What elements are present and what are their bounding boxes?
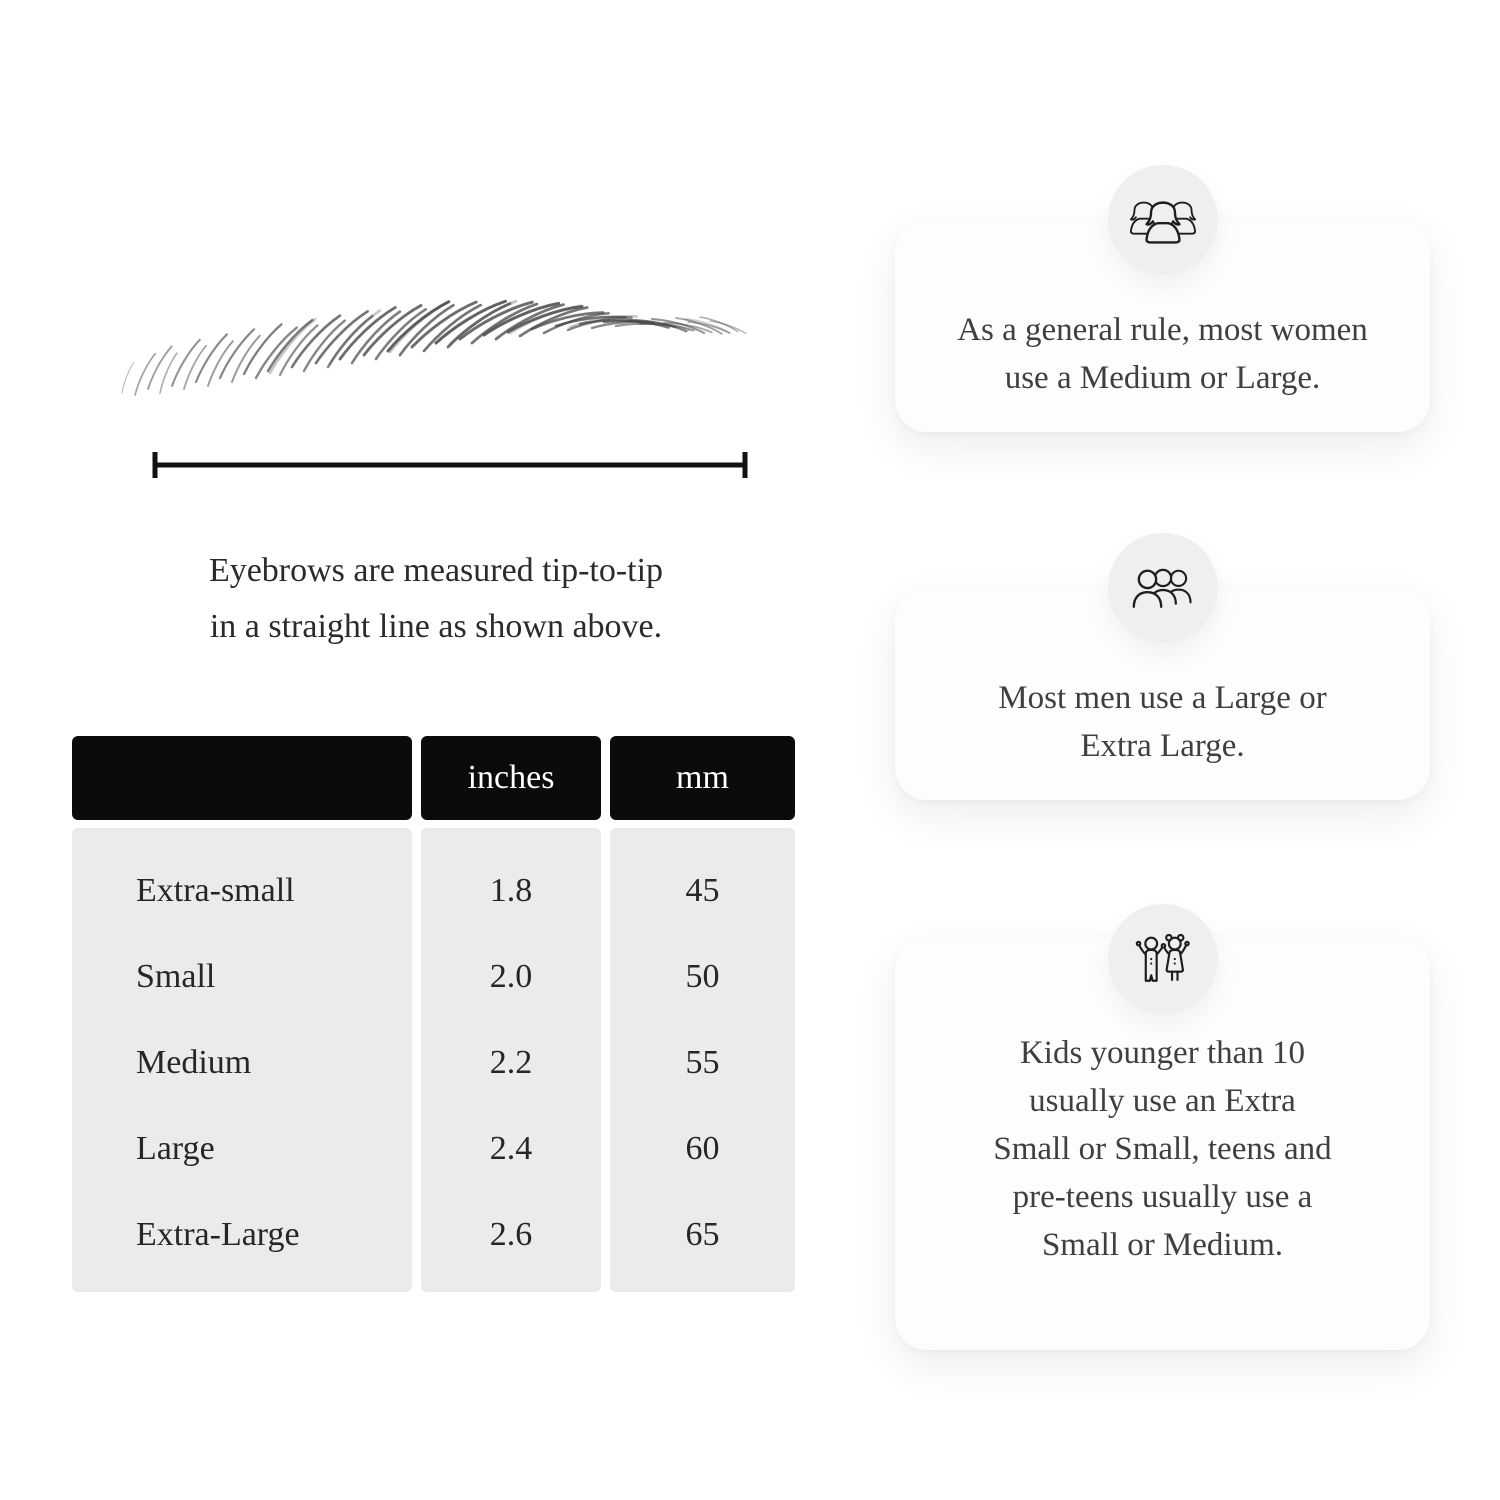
table-cell-inches: 2.0 xyxy=(489,958,533,995)
size-table-label-column xyxy=(72,828,412,1292)
table-row-label: Small xyxy=(136,958,216,995)
table-cell-mm: 65 xyxy=(685,1216,720,1253)
size-table-header-inches: inches xyxy=(421,736,601,820)
card-line: Extra Large. xyxy=(1080,728,1245,764)
table-cell-mm: 50 xyxy=(685,958,720,995)
card-line: pre-teens usually use a xyxy=(1012,1179,1313,1215)
size-table-inches-column xyxy=(421,828,601,1292)
eyebrow-illustration xyxy=(110,245,760,430)
size-table-header-blank xyxy=(72,736,412,820)
info-card-men xyxy=(895,588,1430,800)
table-row-label: Extra-Large xyxy=(136,1216,300,1253)
card-line: As a general rule, most women xyxy=(957,312,1368,348)
card-line: Kids younger than 10 xyxy=(1019,1035,1306,1071)
table-row-label: Large xyxy=(136,1130,215,1167)
caption-line: Eyebrows are measured tip-to-tip xyxy=(208,552,664,589)
table-cell-mm: 55 xyxy=(685,1044,720,1081)
card-line: Small or Medium. xyxy=(1041,1227,1284,1263)
women-group-icon xyxy=(1130,193,1196,246)
table-cell-mm: 60 xyxy=(685,1130,720,1167)
table-cell-inches: 1.8 xyxy=(489,872,533,909)
info-card-women xyxy=(895,220,1430,432)
table-row-label: Medium xyxy=(136,1044,252,1081)
card-line: Small or Small, teens and xyxy=(993,1131,1332,1167)
table-cell-inches: 2.4 xyxy=(489,1130,533,1167)
card-line: use a Medium or Large. xyxy=(1004,360,1321,396)
measurement-line xyxy=(152,450,748,480)
card-line: Most men use a Large or xyxy=(998,680,1327,716)
table-cell-inches: 2.2 xyxy=(489,1044,533,1081)
table-cell-inches: 2.6 xyxy=(489,1216,533,1253)
men-group-icon xyxy=(1132,563,1194,612)
size-table xyxy=(72,736,795,1292)
icon-badge xyxy=(1108,165,1218,275)
table-row-label: Extra-small xyxy=(136,872,295,909)
size-table-header-mm: mm xyxy=(610,736,795,820)
icon-badge xyxy=(1108,904,1218,1014)
table-cell-mm: 45 xyxy=(685,872,720,909)
icon-badge xyxy=(1108,533,1218,643)
info-card-kids xyxy=(895,937,1430,1350)
measurement-caption xyxy=(130,543,742,655)
caption-line: in a straight line as shown above. xyxy=(209,608,663,645)
kids-icon xyxy=(1134,930,1192,988)
card-line: usually use an Extra xyxy=(1029,1083,1296,1119)
size-table-mm-column xyxy=(610,828,795,1292)
